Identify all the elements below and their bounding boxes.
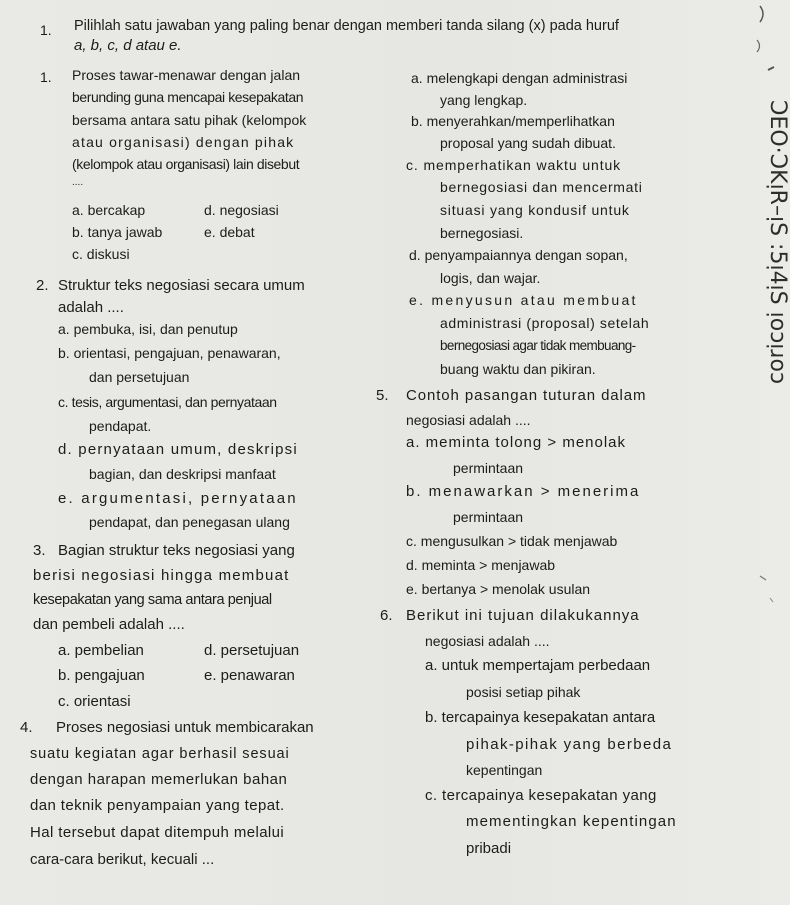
instruction-number: 1. bbox=[40, 22, 52, 38]
option-b[interactable]: b. menawarkan > menerima bbox=[406, 483, 641, 500]
handwritten-note: ƆEO·ƆKᴉR–ᴉS :5ᴉ4ᴉS ᴉoɔᴉɹoɔ bbox=[765, 100, 790, 385]
question-text: kesepakatan yang sama antara penjual bbox=[33, 592, 272, 608]
option-d[interactable]: d. pernyataan umum, deskripsi bbox=[58, 441, 298, 458]
option-a[interactable]: a. meminta tolong > menolak bbox=[406, 434, 627, 451]
option-b-cont: kepentingan bbox=[466, 762, 543, 778]
question-text: negosiasi adalah .... bbox=[425, 633, 550, 649]
option-b[interactable]: b. menyerahkan/memperlihatkan bbox=[411, 113, 615, 129]
option-d[interactable]: d. penyampaiannya dengan sopan, bbox=[409, 247, 628, 263]
option-c[interactable]: c. tesis, argumentasi, dan pernyataan bbox=[58, 394, 277, 410]
option-a-cont: yang lengkap. bbox=[440, 92, 528, 108]
option-c-cont: bernegosiasi. bbox=[440, 225, 524, 241]
option-a-cont: permintaan bbox=[453, 460, 524, 476]
option-c[interactable]: c. orientasi bbox=[58, 693, 131, 710]
option-d[interactable]: d. meminta > menjawab bbox=[406, 557, 556, 573]
option-d[interactable]: d. negosiasi bbox=[204, 202, 279, 218]
question-text: cara-cara berikut, kecuali ... bbox=[30, 851, 215, 868]
option-e-cont: buang waktu dan pikiran. bbox=[440, 361, 596, 377]
question-text: negosiasi adalah .... bbox=[406, 412, 531, 428]
option-b-cont: dan persetujuan bbox=[89, 369, 190, 385]
question-text: berunding guna mencapai kesepakatan bbox=[72, 89, 304, 105]
option-b-cont: permintaan bbox=[453, 509, 524, 525]
question-text: suatu kegiatan agar berhasil sesuai bbox=[30, 746, 290, 762]
option-e[interactable]: e. penawaran bbox=[204, 667, 295, 684]
option-e[interactable]: e. argumentasi, pernyataan bbox=[58, 490, 298, 507]
option-d-cont: bagian, dan deskripsi manfaat bbox=[89, 466, 276, 482]
option-a[interactable]: a. untuk mempertajam perbedaan bbox=[425, 657, 651, 674]
question-number: 5. bbox=[376, 387, 389, 404]
option-b[interactable]: b. tanya jawab bbox=[72, 224, 163, 240]
option-a-cont: posisi setiap pihak bbox=[466, 684, 581, 700]
option-b-cont: pihak-pihak yang berbeda bbox=[466, 736, 673, 753]
option-a[interactable]: a. melengkapi dengan administrasi bbox=[411, 70, 628, 86]
question-text: Struktur teks negosiasi secara umum bbox=[58, 277, 305, 294]
question-text: Proses negosiasi untuk membicarakan bbox=[56, 719, 314, 736]
question-text: berisi negosiasi hingga membuat bbox=[33, 567, 290, 584]
option-e[interactable]: e. debat bbox=[204, 224, 255, 240]
option-c-cont: pribadi bbox=[466, 840, 512, 857]
question-number: 3. bbox=[33, 542, 46, 559]
option-a[interactable]: a. pembuka, isi, dan penutup bbox=[58, 321, 238, 337]
question-text: Hal tersebut dapat ditempuh melalui bbox=[30, 824, 285, 841]
option-c-cont: pendapat. bbox=[89, 418, 152, 434]
question-text: adalah .... bbox=[58, 299, 124, 316]
option-e-cont: administrasi (proposal) setelah bbox=[440, 315, 650, 331]
option-c-cont: mementingkan kepentingan bbox=[466, 813, 677, 830]
question-text: dan pembeli adalah .... bbox=[33, 616, 185, 633]
option-e[interactable]: e. menyusun atau membuat bbox=[409, 292, 638, 308]
option-c[interactable]: c. mengusulkan > tidak menjawab bbox=[406, 533, 618, 549]
question-number: 1. bbox=[40, 69, 52, 85]
option-c[interactable]: c. diskusi bbox=[72, 246, 130, 262]
question-text: (kelompok atau organisasi) lain disebut bbox=[72, 156, 300, 172]
question-text: Bagian struktur teks negosiasi yang bbox=[58, 542, 295, 559]
option-c[interactable]: c. memperhatikan waktu untuk bbox=[406, 157, 622, 173]
option-b-cont: proposal yang sudah dibuat. bbox=[440, 135, 616, 151]
question-number: 2. bbox=[36, 277, 49, 294]
question-text: .... bbox=[72, 177, 84, 188]
option-d[interactable]: d. persetujuan bbox=[204, 642, 300, 659]
instruction-line-1: Pilihlah satu jawaban yang paling benar dengan memberi tanda silang (x) pada huruf bbox=[74, 18, 619, 34]
question-text: Berikut ini tujuan dilakukannya bbox=[406, 607, 640, 624]
option-d-cont: logis, dan wajar. bbox=[440, 270, 541, 286]
question-text: atau organisasi) dengan pihak bbox=[72, 134, 295, 150]
option-b[interactable]: b. orientasi, pengajuan, penawaran, bbox=[58, 345, 281, 361]
question-number: 4. bbox=[20, 719, 33, 736]
question-text: bersama antara satu pihak (kelompok bbox=[72, 112, 307, 128]
option-e-cont: bernegosiasi agar tidak membuang- bbox=[440, 338, 636, 353]
instruction-line-2: a, b, c, d atau e. bbox=[74, 37, 182, 54]
option-a[interactable]: a. bercakap bbox=[72, 202, 146, 218]
question-text: dan teknik penyampaian yang tepat. bbox=[30, 797, 285, 814]
option-b[interactable]: b. tercapainya kesepakatan antara bbox=[425, 709, 656, 726]
option-e-cont: pendapat, dan penegasan ulang bbox=[89, 514, 290, 530]
option-a[interactable]: a. pembelian bbox=[58, 642, 144, 659]
option-e[interactable]: e. bertanya > menolak usulan bbox=[406, 581, 591, 597]
question-text: dengan harapan memerlukan bahan bbox=[30, 771, 288, 788]
option-c-cont: bernegosiasi dan mencermati bbox=[440, 179, 643, 195]
question-number: 6. bbox=[380, 607, 393, 624]
option-b[interactable]: b. pengajuan bbox=[58, 667, 145, 684]
option-c[interactable]: c. tercapainya kesepakatan yang bbox=[425, 787, 657, 804]
question-text: Proses tawar-menawar dengan jalan bbox=[72, 67, 301, 83]
option-c-cont: situasi yang kondusif untuk bbox=[440, 202, 630, 218]
question-text: Contoh pasangan tuturan dalam bbox=[406, 387, 647, 404]
